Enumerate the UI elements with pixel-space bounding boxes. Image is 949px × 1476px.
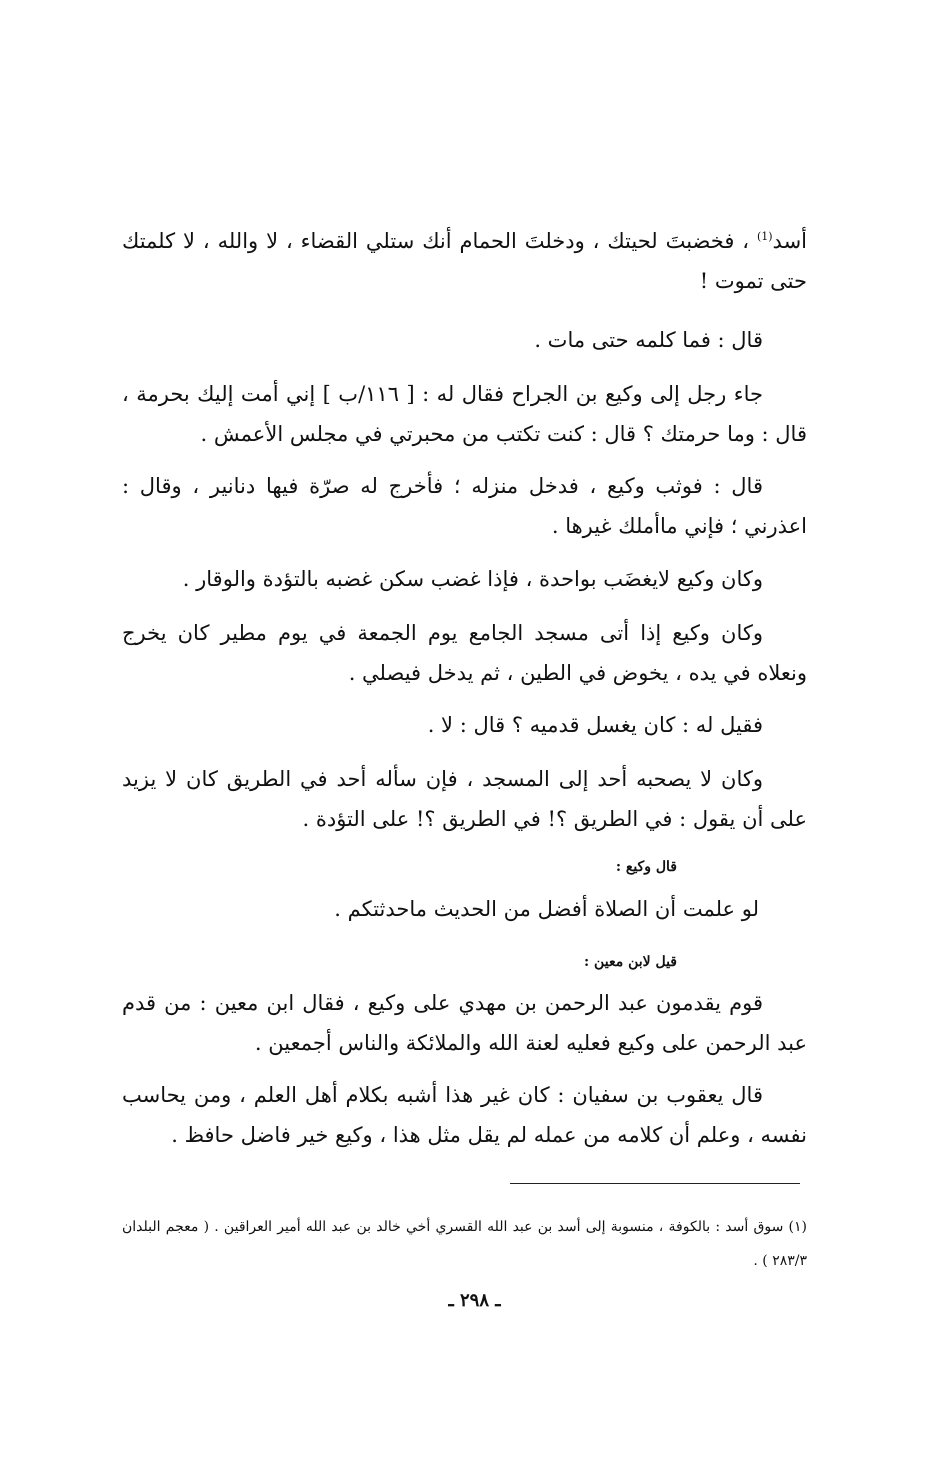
page-number: ـ ٢٩٨ ـ — [448, 1290, 501, 1311]
paragraph-4: قال : فوثب وكيع ، فدخل منزله ؛ فأخرج له صرّة فيها دنانير ، وقال : اعذرني ؛ فإني ماأملك غيرها . — [122, 474, 807, 538]
paragraph-10: قال يعقوب بن سفيان : كان غير هذا أشبه بكلام أهل العلم ، ومن يحاسب نفسه ، وعلم أن كلامه من عمله لم يقل مثل هذا ، وكيع خير فاضل حافظ . — [122, 1083, 807, 1147]
text-section-8 — [122, 759, 807, 839]
text-section-6 — [122, 613, 807, 693]
text-section-9 — [122, 855, 807, 879]
text-section-3 — [122, 374, 807, 454]
subheading-waki: قال وكيع : — [615, 859, 677, 875]
paragraph-2: قال : فما كلمه حتى مات . — [534, 328, 763, 352]
footnote: (١) سوق أسد : بالكوفة ، منسوبة إلى أسد بن عبد الله القسري أخي خالد بن عبد الله أمير العراقين . ( معجم البلدان ٢٨٣/٣ ) . — [122, 1219, 807, 1269]
quote-waki: لو علمت أن الصلاة أفضل من الحديث ماحدثتكم . — [334, 897, 759, 921]
footnote-reference[interactable]: (1) — [756, 230, 773, 243]
paragraph-1 — [122, 221, 807, 301]
text-section-13 — [122, 1075, 807, 1155]
paragraph-9: قوم يقدمون عبد الرحمن بن مهدي على وكيع ، فقال ابن معين : من قدم عبد الرحمن على وكيع فعليه لعنة الله والملائكة والناس أجمعين . — [122, 991, 807, 1055]
text-section-4 — [122, 466, 807, 546]
text-section-5 — [122, 559, 807, 599]
text-section-7 — [122, 705, 807, 745]
text-section-12 — [122, 983, 807, 1063]
main-text — [122, 221, 807, 301]
text-section-11 — [122, 950, 807, 974]
paragraph-1-start: أسد — [772, 229, 807, 253]
paragraph-6: وكان وكيع إذا أتى مسجد الجامع يوم الجمعة في يوم مطير كان يخرج ونعلاه في يده ، يخوض في الطين ، ثم يدخل فيصلي . — [122, 621, 807, 685]
paragraph-7: فقيل له : كان يغسل قدميه ؟ قال : لا . — [427, 713, 763, 737]
text-section-2 — [122, 320, 807, 360]
footnote-separator — [510, 1183, 800, 1184]
paragraph-3: جاء رجل إلى وكيع بن الجراح فقال له : [ ١١٦/ب ] إني أمت إليك بحرمة ، قال : وما حرمتك ؟ قال : كنت تكتب من محبرتي في مجلس الأعمش . — [122, 382, 807, 446]
text-section-10 — [122, 889, 807, 929]
paragraph-8: وكان لا يصحبه أحد إلى المسجد ، فإن سأله أحد في الطريق كان لا يزيد على أن يقول : في الطريق ؟! في الطريق ؟! على التؤدة . — [122, 767, 807, 831]
paragraph-1-rest: ، فخضبتَ لحيتك ، ودخلتَ الحمام أنك ستلي القضاء ، لا والله ، لا كلمتك حتى تموت ! — [122, 229, 807, 293]
paragraph-5: وكان وكيع لايغضَب بواحدة ، فإذا غضب سكن غضبه بالتؤدة والوقار . — [182, 567, 763, 591]
subheading-ibn-main: قيل لابن معين : — [584, 954, 677, 970]
